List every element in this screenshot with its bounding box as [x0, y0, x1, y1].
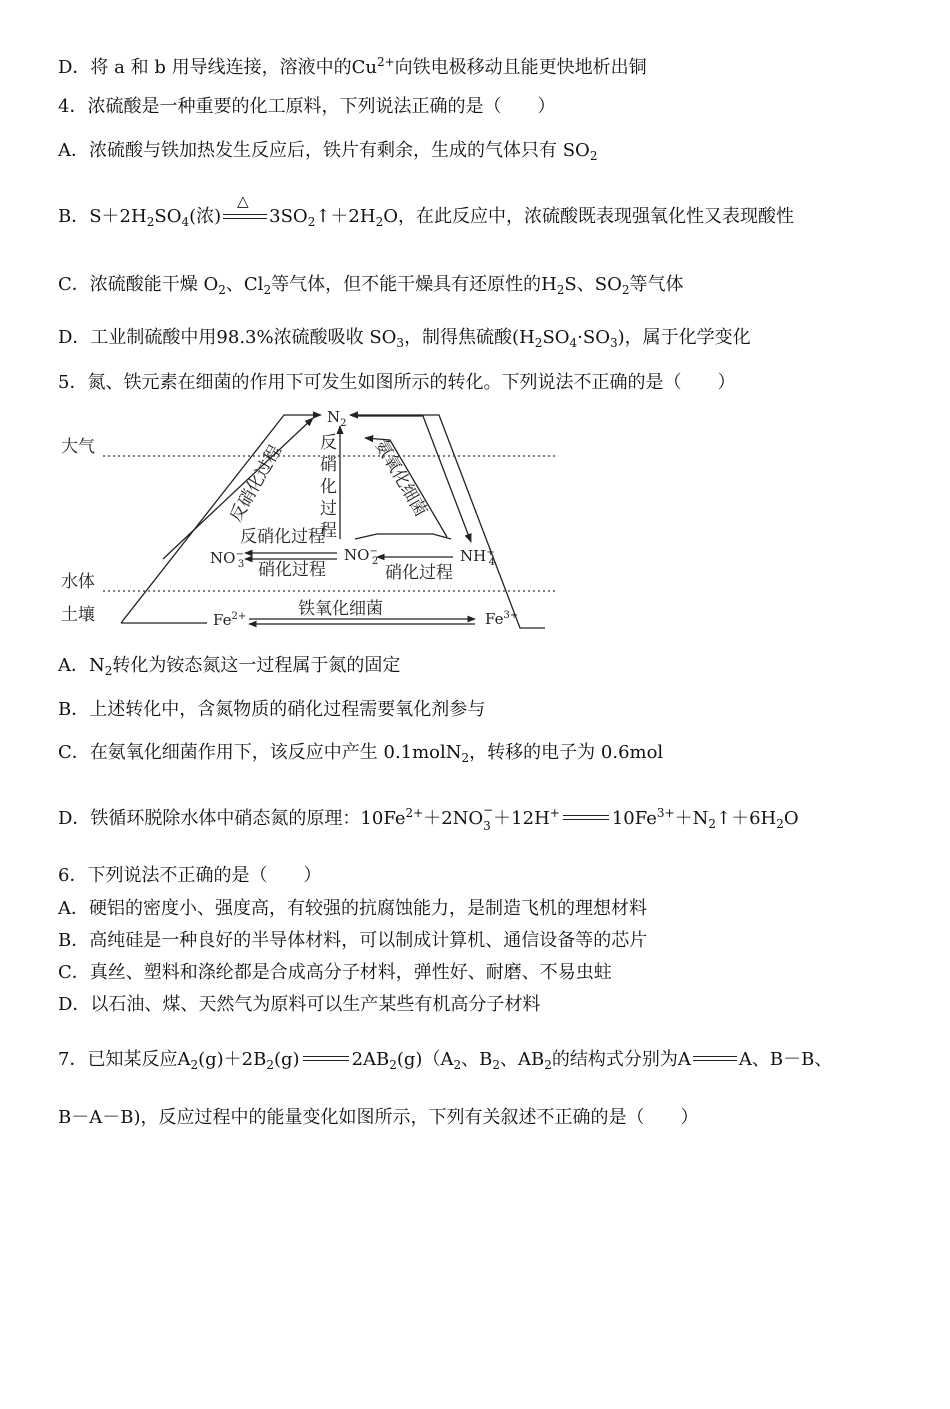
label-nitri-2: 硝化过程 — [385, 563, 453, 583]
q7-stem-line1: 7．已知某反应$A_2(g)+2B_2(g)$ $2AB_2(g)(A_2$、$B_2$、$AB_2$的结构式分别为A A、B－B、 — [58, 1049, 833, 1072]
svg-text:程: 程 — [320, 521, 337, 541]
q5-option-d: D．铁循环脱除水体中硝态氮的原理：$10Fe^{2+}+2NO$ − 3 ＋12H+ $10Fe^{3+}+N_2↑+6H_2O$ — [58, 803, 799, 833]
label-nitri-1: 硝化过程 — [258, 560, 326, 580]
species-fe3: $Fe^{3+}$ — [485, 610, 519, 628]
label-iron-bacteria: 铁氧化细菌 — [298, 599, 383, 619]
double-bond — [693, 1054, 737, 1066]
label-denit-mid — [320, 433, 337, 541]
equals-double-line — [303, 1054, 349, 1066]
layer-atmosphere: 大气 — [61, 437, 95, 457]
q4-option-d: D．工业制硫酸中用98.3%浓硫酸吸收 $SO_3$，制得焦硫酸$(H_2SO_4\cdot SO_3)$，属于化学变化 — [58, 327, 751, 350]
q5-option-a: A．$N_2$转化为铵态氮这一过程属于氮的固定 — [58, 655, 401, 678]
inner-roof — [355, 534, 451, 539]
q3-option-d: D．将 a 和 b 用导线连接，溶液中的$Cu^{2+}$向铁电极移动且能更快地析出铜 — [58, 55, 647, 78]
svg-text:化: 化 — [320, 477, 337, 497]
q5-option-c: C．在氨氧化细菌作用下，该反应中产生 0.1molN$_2$，转移的电子为 0.6mol — [58, 742, 664, 765]
q4-option-a: A．浓硫酸与铁加热发生反应后，铁片有剩余，生成的气体只有 $SO_2$ — [58, 140, 598, 163]
outer-path-left — [121, 415, 321, 623]
q6-option-a: A．硬铝的密度小、强度高，有较强的抗腐蚀能力，是制造飞机的理想材料 — [58, 898, 647, 919]
label-denit-horizontal: 反硝化过程 — [240, 527, 325, 547]
q6-stem: 6．下列说法不正确的是（ ） — [58, 865, 322, 886]
label-denit-left: 反硝化过程 — [226, 441, 286, 526]
nitrogen-iron-cycle-diagram — [55, 402, 565, 634]
q4-option-c: C．浓硫酸能干燥 $O_2$、$Cl_2$等气体，但不能干燥具有还原性的$H_2S$、$SO_2$等气体 — [58, 274, 684, 297]
heat-symbol: △ — [237, 192, 249, 210]
species-nh4: NH+ 4 — [460, 547, 495, 568]
species-n2: $N_2$ — [327, 408, 347, 429]
q7-stem-line2: B－A－B)，反应过程中的能量变化如图所示，下列有关叙述不正确的是（ ） — [58, 1107, 699, 1128]
species-fe2: $Fe^{2+}$ — [213, 611, 247, 629]
svg-text:硝: 硝 — [320, 455, 337, 475]
equals-double-line — [563, 813, 609, 825]
svg-text:过: 过 — [320, 499, 337, 519]
species-no2: NO− 2 — [344, 546, 379, 567]
q5-option-b: B．上述转化中，含氮物质的硝化过程需要氧化剂参与 — [58, 699, 486, 720]
q5-stem: 5．氮、铁元素在细菌的作用下可发生如图所示的转化。下列说法不正确的是（ ） — [58, 372, 736, 393]
q4-option-b: B．$S+2H_2SO_4$(浓) △ $3SO_2↑+2H_2O$，在此反应中，浓硫酸既表现强氧化性又表现酸性 — [58, 205, 794, 229]
label-anammox: 氨氧化细菌 — [370, 436, 431, 521]
species-no3: NO− 3 — [210, 549, 245, 570]
reaction-condition-arrow — [223, 192, 267, 226]
layer-soil: 土壤 — [61, 605, 95, 625]
q6-option-b: B．高纯硅是一种良好的半导体材料，可以制成计算机、通信设备等的芯片 — [58, 930, 648, 951]
svg-text:反: 反 — [320, 433, 337, 453]
layer-water: 水体 — [61, 572, 95, 592]
q4-stem: 4．浓硫酸是一种重要的化工原料，下列说法正确的是（ ） — [58, 96, 556, 117]
q6-option-d: D．以石油、煤、天然气为原料可以生产某些有机高分子材料 — [58, 994, 541, 1015]
q6-option-c: C．真丝、塑料和涤纶都是合成高分子材料，弹性好、耐磨、不易虫蛀 — [58, 962, 612, 983]
